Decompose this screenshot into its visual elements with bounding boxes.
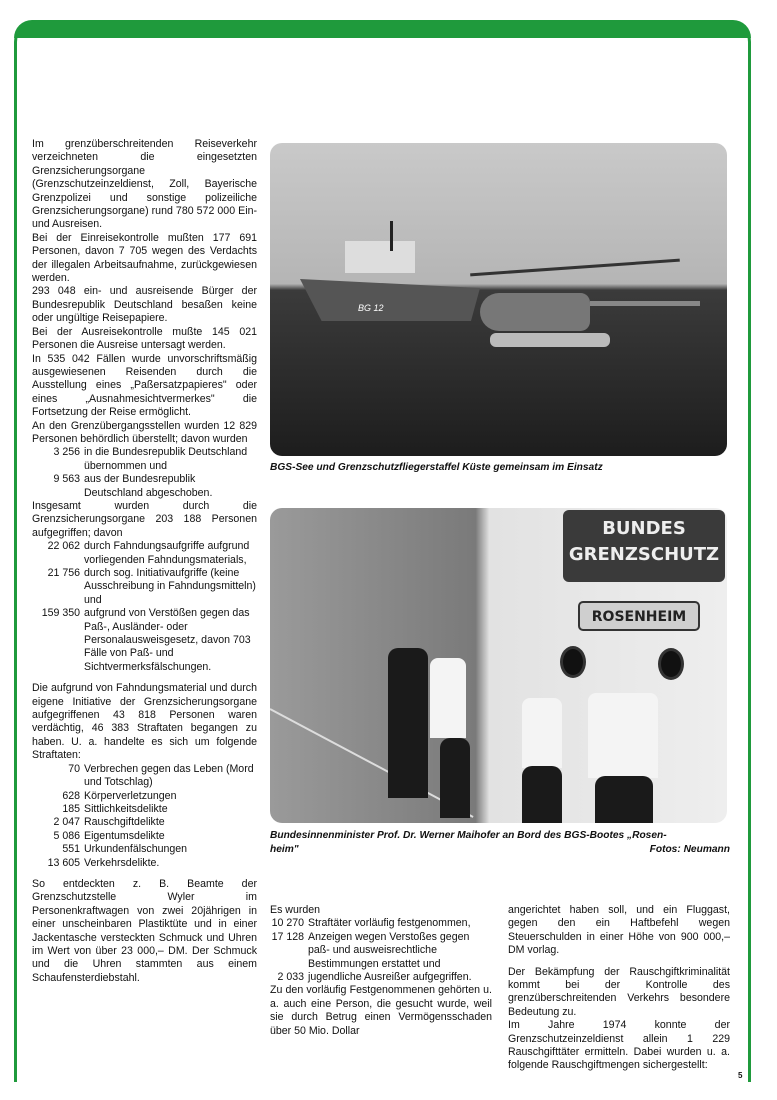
list-item: 185 Sittlichkeitsdelikte — [62, 802, 168, 815]
paragraph: Es wurden — [270, 904, 321, 916]
list-results — [270, 917, 492, 984]
list-item: 2 033 jugendliche Ausreißer aufgegriffen. — [277, 971, 472, 984]
paragraph: angerichtet haben soll, und ein Fluggast, gegen den ein Haftbefehl wegen Steuerschulden in einer Höhe von 900 000,– DM vorlag. — [508, 904, 730, 957]
list-item: 22 062 durch Fahndungsaufgriffe aufgrund vorliegenden Fahndungsmaterials, — [47, 540, 250, 566]
list-item: 13 605 Verkehrsdelikte. — [47, 856, 160, 869]
list-item: 10 270 Straftäter vorläufig festgenommen, — [271, 917, 471, 930]
boat-name-plate: ROSENHEIM — [578, 601, 700, 631]
sign-line: GRENZSCHUTZ — [568, 544, 720, 565]
helicopter-rotor — [470, 259, 680, 277]
paragraph: Im grenzüberschreitenden Reiseverkehr verzeichneten die eingesetzten Grenzsicherungsorgane (Grenzschutzeinzeldienst, Zoll, Bayerische Grenzpolizei und sonstige polizeiliche Grenzsicherungsorgane) rund 780 572 000 Ein- und Ausreisen. — [32, 138, 257, 231]
list-item: 551 Urkundenfälschungen — [62, 843, 188, 856]
list-item: 9 563 aus der Bundesrepublik Deutschland abgeschoben. — [53, 473, 213, 499]
photo-caption — [270, 829, 730, 856]
list-apprehensions — [32, 540, 257, 674]
list-item: 2 047 Rauschgiftdelikte — [53, 816, 165, 829]
person — [522, 766, 562, 823]
ship-label: BG 12 — [358, 303, 384, 313]
list-item: 159 350 aufgrund von Verstößen gegen das Paß-, Ausländer- oder Personalausweisgesetz, davon 703 Fälle von Paß- und Sichtvermerksfälschungen. — [41, 607, 251, 673]
person — [522, 698, 562, 768]
helicopter-float — [490, 333, 610, 347]
person — [588, 693, 658, 778]
list-item: 17 128 Anzeigen wegen Verstoßes gegen paß- und ausweisrechtliche Bestimmungen erstattet und — [271, 930, 470, 970]
list-item: 628 Körperverletzungen — [62, 789, 177, 802]
page-number: 5 — [738, 1071, 743, 1080]
middle-text-column — [270, 904, 492, 1038]
ship-cabin — [345, 241, 415, 273]
paragraph: Bei der Ausreisekontrolle mußte 145 021 Personen die Ausreise untersagt werden. — [32, 325, 257, 352]
paragraph: Zu den vorläufig Festgenommenen gehörten u. a. auch eine Person, die gesucht wurde, weil sie durch Betrug einen Vermögensschaden über 50 Mio. Dollar — [270, 984, 492, 1037]
caption-line: heim" — [270, 843, 299, 855]
ship-mast — [390, 221, 393, 251]
helicopter-body — [480, 293, 590, 331]
page-header-bar — [14, 20, 751, 38]
list-item: 21 756 durch sog. Initiativaufgriffe (keine Ausschreibung in Fahndungsmitteln) und — [47, 567, 256, 606]
paragraph: Insgesamt wurden durch die Grenzsicherungsorgane 203 188 Personen aufgegriffen; davon — [32, 499, 257, 539]
paragraph: 293 048 ein- und ausreisende Bürger der Bundesrepublik Deutschland besaßen keine oder ungültige Reisepapiere. — [32, 285, 257, 325]
porthole — [560, 646, 586, 678]
right-text-column — [508, 904, 730, 1073]
photo-minister-on-boat — [270, 508, 727, 823]
porthole — [658, 648, 684, 680]
person — [388, 648, 428, 798]
paragraph: Der Bekämpfung der Rauschgiftkriminalität kommt bei der Kontrolle des grenzüberschreitenden Verkehrs besondere Bedeutung zu. — [508, 965, 730, 1018]
list-offences — [32, 763, 257, 870]
person — [595, 776, 653, 823]
paragraph: An den Grenzübergangsstellen wurden 12 829 Personen behördlich überstellt; davon wurden — [32, 419, 257, 445]
paragraph: In 535 042 Fällen wurde unvorschriftsmäßig ausgewiesenen Reisenden durch die Ausstellung eines „Paßersatzpapieres" oder eines „Ausnahmesichtvermerkes" die Fortsetzung der Reise ermöglicht. — [32, 352, 257, 419]
paragraph: Die aufgrund von Fahndungsmaterial und durch eigene Initiative der Grenzsicherungsorgane aufgegriffenen 43 818 Personen waren verdächtig, 46 383 Straftaten begangen zu haben. U. a. handelte es sich um folgende Straftaten: — [32, 682, 257, 762]
photo-credit: Fotos: Neumann — [649, 843, 730, 855]
list-transfers — [32, 446, 257, 500]
list-item: 5 086 Eigentumsdelikte — [53, 829, 165, 842]
sign-line: BUNDES — [602, 518, 686, 539]
list-item: 70 Verbrechen gegen das Leben (Mord und Totschlag) — [68, 762, 254, 789]
left-text-column — [32, 138, 257, 985]
helicopter-tail — [590, 301, 700, 306]
paragraph: So entdeckten z. B. Beamte der Grenzschutzstelle Wyler im Personenkraftwagen von zwei 20jährigen in einer unscheinbaren Plastiktüte und in einer Jackentasche versteckten Schmuck und Uhren im Wert von über 23 000,– DM. Der Schmuck und die Uhren stammten aus einem Schaufensterdiebstahl. — [32, 877, 257, 984]
list-item: 3 256 in die Bundesrepublik Deutschland übernommen und — [53, 446, 248, 472]
person — [440, 738, 470, 818]
paragraph: Bei der Einreisekontrolle mußten 177 691 Personen, davon 7 705 wegen des Verdachts der illegalen Arbeitsaufnahme, zurückgewiesen werden. — [32, 231, 257, 285]
photo-ship-helicopter — [270, 143, 727, 456]
person — [430, 658, 466, 738]
caption-line: Bundesinnenminister Prof. Dr. Werner Maihofer an Bord des BGS-Bootes „Rosen- — [270, 830, 667, 841]
boat-sign-bundesgrenzschutz — [563, 510, 725, 582]
photo-caption: BGS-See und Grenzschutzfliegerstaffel Küste gemeinsam im Einsatz — [270, 462, 603, 473]
paragraph: Im Jahre 1974 konnte der Grenzschutzeinzeldienst allein 1 229 Rauschgifttäter ermitteln. Dabei wurden u. a. folgende Rauschgiftmengen sichergestellt: — [508, 1019, 730, 1072]
